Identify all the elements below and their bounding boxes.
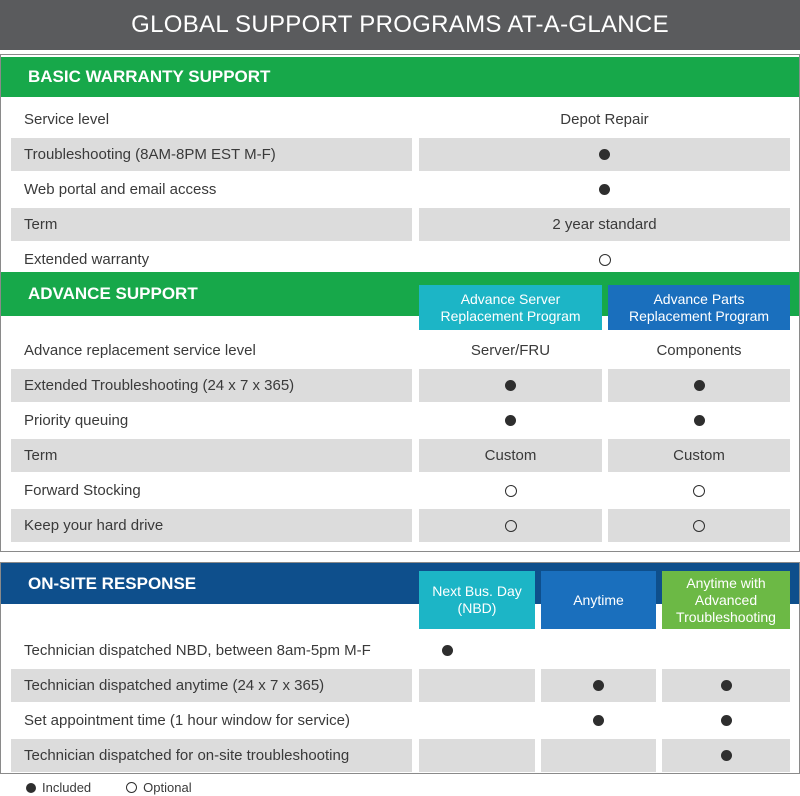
included-dot-icon — [694, 380, 705, 391]
row-label: Technician dispatched NBD, between 8am-5pm M-F — [24, 642, 371, 659]
table-row — [1, 439, 799, 472]
row-cell — [419, 334, 602, 367]
row-cell — [541, 704, 656, 737]
row-cell — [662, 739, 790, 772]
row-cell — [419, 439, 602, 472]
optional-circle-icon — [599, 254, 611, 266]
row-label: Technician dispatched for on-site troubleshooting — [11, 739, 412, 772]
optional-circle-icon — [126, 782, 137, 793]
row-cell — [419, 103, 790, 136]
included-dot-icon — [721, 680, 732, 691]
row-cell — [608, 474, 790, 507]
table-row — [1, 669, 799, 702]
included-dot-icon — [593, 715, 604, 726]
table-row — [1, 404, 799, 437]
row-cell — [419, 369, 602, 402]
page-title: GLOBAL SUPPORT PROGRAMS AT-A-GLANCE — [0, 0, 800, 50]
row-cell — [419, 138, 790, 171]
legend-optional — [126, 780, 191, 795]
advance-server-column-header: Advance Server Replacement Program — [419, 285, 602, 330]
table-row — [1, 334, 799, 367]
row-cell — [662, 634, 790, 667]
table-row — [1, 208, 799, 241]
row-cell — [662, 704, 790, 737]
row-cell — [608, 439, 790, 472]
advance-support-heading: ADVANCE SUPPORT — [1, 272, 799, 316]
optional-circle-icon — [693, 520, 705, 532]
legend — [26, 780, 227, 795]
onsite-response-panel — [0, 562, 800, 774]
row-cell — [419, 208, 790, 241]
included-dot-icon — [721, 715, 732, 726]
included-dot-icon — [599, 149, 610, 160]
legend-optional-label: Optional — [143, 780, 192, 795]
cell-value: Custom — [673, 447, 725, 464]
row-label: Keep your hard drive — [11, 509, 412, 542]
cell-value: Components — [656, 342, 742, 359]
table-row — [1, 704, 799, 737]
row-cell — [541, 669, 656, 702]
table-row — [1, 369, 799, 402]
included-dot-icon — [694, 415, 705, 426]
included-dot-icon — [505, 415, 516, 426]
legend-included — [26, 780, 91, 795]
table-row — [1, 634, 799, 667]
cell-value: Server/FRU — [470, 342, 551, 359]
nbd-column-header: Next Bus. Day (NBD) — [419, 571, 535, 629]
optional-circle-icon — [693, 485, 705, 497]
row-label: Term — [11, 208, 412, 241]
row-label: Web portal and email access — [24, 181, 217, 198]
cell-value: 2 year standard — [552, 216, 657, 233]
row-cell — [608, 369, 790, 402]
basic-warranty-panel — [0, 54, 800, 272]
row-label: Extended warranty — [24, 251, 150, 268]
row-cell — [419, 739, 535, 772]
row-cell — [419, 474, 602, 507]
advance-parts-column-header: Advance Parts Replacement Program — [608, 285, 790, 330]
row-cell — [419, 509, 602, 542]
row-label: Service level — [24, 111, 110, 128]
row-label: Technician dispatched anytime (24 x 7 x 365) — [11, 669, 412, 702]
row-cell — [419, 669, 535, 702]
onsite-response-heading: ON-SITE RESPONSE — [1, 563, 799, 604]
row-cell — [419, 704, 535, 737]
cell-value: Depot Repair — [560, 111, 649, 128]
row-cell — [541, 739, 656, 772]
anytime-column-header: Anytime — [541, 571, 656, 629]
included-dot-icon — [505, 380, 516, 391]
row-label: Set appointment time (1 hour window for service) — [24, 712, 350, 729]
advance-support-panel — [0, 272, 800, 552]
row-label: Advance replacement service level — [24, 342, 256, 359]
row-cell — [419, 634, 535, 667]
row-cell — [608, 509, 790, 542]
row-label: Troubleshooting (8AM-8PM EST M-F) — [11, 138, 412, 171]
included-dot-icon — [721, 750, 732, 761]
included-dot-icon — [26, 783, 36, 793]
row-cell — [662, 669, 790, 702]
row-cell — [608, 404, 790, 437]
table-row — [1, 103, 799, 136]
basic-warranty-heading: BASIC WARRANTY SUPPORT — [1, 57, 799, 97]
optional-circle-icon — [505, 485, 517, 497]
row-label: Priority queuing — [24, 412, 129, 429]
table-row — [1, 509, 799, 542]
row-label: Forward Stocking — [24, 482, 141, 499]
row-cell — [419, 173, 790, 206]
row-cell — [419, 404, 602, 437]
included-dot-icon — [442, 645, 453, 656]
table-row — [1, 138, 799, 171]
anytime-advanced-column-header: Anytime with Advanced Troubleshooting — [662, 571, 790, 629]
table-row — [1, 173, 799, 206]
row-label: Extended Troubleshooting (24 x 7 x 365) — [11, 369, 412, 402]
optional-circle-icon — [505, 520, 517, 532]
included-dot-icon — [599, 184, 610, 195]
cell-value: Custom — [484, 447, 537, 464]
legend-included-label: Included — [42, 780, 92, 795]
row-label: Term — [11, 439, 412, 472]
table-row — [1, 474, 799, 507]
row-cell — [608, 334, 790, 367]
table-row — [1, 739, 799, 772]
included-dot-icon — [593, 680, 604, 691]
row-cell — [541, 634, 656, 667]
